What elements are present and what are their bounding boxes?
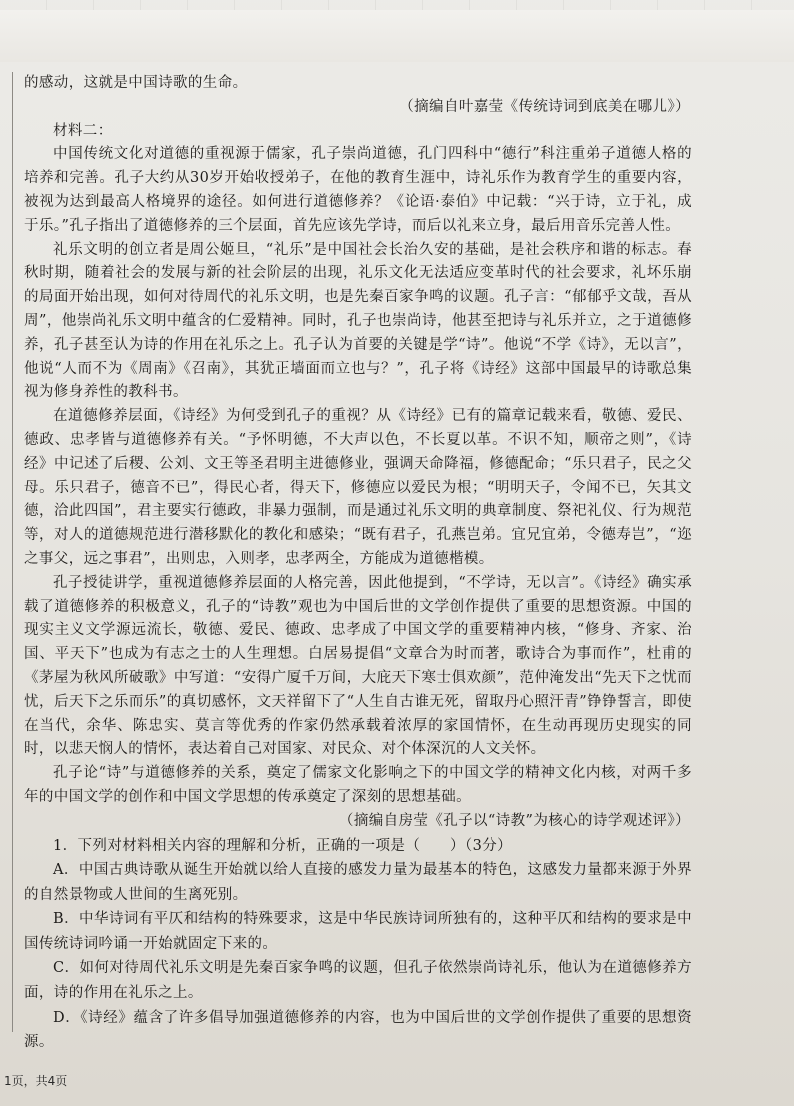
page-top-edge bbox=[0, 0, 794, 10]
page-footer: 1页，共4页 bbox=[4, 1074, 68, 1088]
option-d: D．《诗经》蕴含了许多倡导加强道德修养的内容，也为中国后世的文学创作提供了重要的思想资源。 bbox=[24, 1009, 692, 1051]
paragraph-continuation: 的感动，这就是中国诗歌的生命。 bbox=[24, 75, 248, 91]
paragraph-5: 孔子论“诗”与道德修养的关系，奠定了儒家文化影响之下的中国文学的精神文化内核，对两千多年的中国文学的创作和中国文学思想的传承奠定了深刻的思想基础。 bbox=[24, 765, 692, 805]
material-two-heading: 材料二： bbox=[53, 122, 113, 139]
question-1 bbox=[24, 834, 692, 1055]
question-stem: 1．下列对材料相关内容的理解和分析，正确的一项是（ ）（3分） bbox=[53, 837, 512, 854]
document-body bbox=[24, 72, 692, 1055]
paragraph-3: 在道德修养层面，《诗经》为何受到孔子的重视？从《诗经》已有的篇章记载来看，敬德、爱民、德政、忠孝皆与道德修养有关。“予怀明德，不大声以色，不长夏以革。不识不知，顺帝之则”，《诗经》中记述了后稷、公刘、文王等圣君明主进德修业，强调天命降福，修德配命；“乐只君子，民之父母。乐只君子，德音不已”，得民心者，得天下，修德应以爱民为根；“明明天子，令闻不已，矢其文德，洽此四国”，君主要实行德政，非暴力强制，而是通过礼乐文明的典章制度、祭祀礼仪、行为规范等，对人的道德规范进行潜移默化的教化和感染；“既有君子，孔燕岂弟。宜兄宜弟，令德寿岂”，“迩之事父，远之事君”，出则忠，入则孝，忠孝两全，方能成为道德楷模。 bbox=[24, 408, 692, 567]
option-c: C．如何对待周代礼乐文明是先秦百家争鸣的议题，但孔子依然崇尚诗礼乐，他认为在道德修养方面，诗的作用在礼乐之上。 bbox=[24, 960, 692, 1002]
option-a: A．中国古典诗歌从诞生开始就以给人直接的感发力量为最基本的特色，这感发力量都来源于外界的自然景物或人世间的生离死别。 bbox=[24, 862, 692, 903]
paragraph-2: 礼乐文明的创立者是周公姬旦，“礼乐”是中国社会长治久安的基础，是社会秩序和谐的标志。春秋时期，随着社会的发展与新的社会阶层的出现，礼乐文化无法适应变革时代的社会要求，礼坏乐崩的局面开始出现，如何对待周代的礼乐文明，也是先秦百家争鸣的议题。孔子言：“郁郁乎文哉，吾从周”，他崇尚礼乐文明中蕴含的仁爱精神。同时，孔子也崇尚诗，他甚至把诗与礼乐并立，之于道德修养，孔子甚至认为诗的作用在礼乐之上。孔子认为首要的关键是学“诗”。他说“不学《诗》，无以言”，他说“人而不为《周南》《召南》，其犹正墙面而立也与？”，孔子将《诗经》这部中国最早的诗歌总集视为修身养性的教科书。 bbox=[24, 241, 692, 401]
paragraph-1: 中国传统文化对道德的重视源于儒家，孔子崇尚道德，孔门四科中“德行”科注重弟子道德人格的培养和完善。孔子大约从30岁开始收授弟子，在他的教育生涯中，诗礼乐作为教育学生的重要内容，被视为达到最高人格境界的途径。如何进行道德修养？《论语·泰伯》中记载：“兴于诗，立于礼，成于乐。”孔子指出了道德修养的三个层面，首先应该先学诗，而后以礼来立身，最后用音乐完善人性。 bbox=[24, 146, 692, 234]
source-note-2: （摘编自房莹《孔子以“诗教”为核心的诗学观述评》） bbox=[338, 812, 690, 829]
source-note-1: （摘编自叶嘉莹《传统诗词到底美在哪儿》） bbox=[399, 98, 690, 115]
paragraph-4: 孔子授徒讲学，重视道德修养层面的人格完善，因此他提到，“不学诗，无以言”。《诗经》确实承载了道德修养的积极意义，孔子的“诗教”观也为中国后世的文学创作提供了重要的思想资源。中国的现实主义文学源远流长，敬德、爱民、德政、忠孝成了中国文学的重要精神内核，“修身、齐家、治国、平天下”也成为有志之士的人生理想。白居易提倡“文章合为时而著，歌诗合为事而作”，杜甫的《茅屋为秋风所破歌》中写道：“安得广厦千万间，大庇天下寒士俱欢颜”，范仲淹发出“先天下之忧而忧，后天下之乐而乐”的真切感怀，文天祥留下了“人生自古谁无死，留取丹心照汗青”铮铮誓言，即使在当代，余华、陈忠实、莫言等优秀的作家仍然承载着浓厚的家国情怀，在生动再现历史现实的同时，以悲天悯人的情怀，表达着自己对国家、对民众、对个体深沉的人文关怀。 bbox=[24, 574, 692, 758]
binding-margin-line bbox=[12, 72, 13, 1032]
option-b: B．中华诗词有平仄和结构的特殊要求，这是中华民族诗词所独有的，这种平仄和结构的要求是中国传统诗词吟诵一开始就固定下来的。 bbox=[24, 911, 692, 952]
